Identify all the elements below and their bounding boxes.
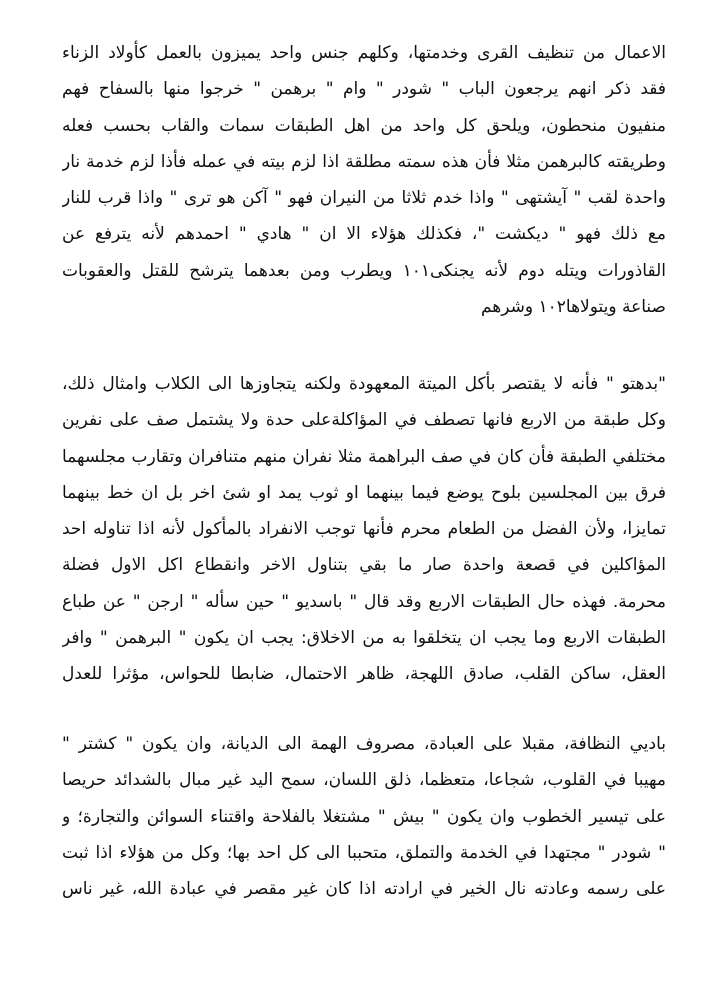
text-line: واحدة لقب " آيشتهى " واذا خدم ثلاثا من النيران فهو " آكن هو ترى " واذا قرب للنار bbox=[62, 188, 666, 209]
text-line: باديي النظافة، مقبلا على العبادة، مصروف الهمة الى الديانة، وان يكون " كشتر " bbox=[62, 734, 666, 754]
text-line: فقد ذكر انهم يرجعون الباب " شودر " وام " برهمن " خرجوا منها بالسفاح فهم bbox=[62, 79, 666, 100]
text-line: محرمة. فهذه حال الطبقات الاربع وقد قال " باسديو " حين سأله " ارجن " عن طباع bbox=[62, 591, 666, 612]
text-line: على رسمه وعادته نال الخير في ارادته اذا كان غير مقصر في عبادة الله، غير ناس bbox=[62, 879, 666, 900]
text-line: وكل طبقة من الاربع فانها تصطف في المؤاكلةعلى حدة ولا يشتمل صف على نفرين bbox=[62, 410, 666, 431]
paragraph-2 bbox=[62, 366, 666, 693]
paragraph-1 bbox=[62, 35, 666, 325]
text-line: فرق بين المجلسين بلوح يوضع فيما بينهما او ثوب يمد او شئ اخر بل ان خط بينهما bbox=[62, 482, 666, 503]
text-line: منفيون منحطون، ويلحق كل واحد من اهل الطبقات سمات والقاب بحسب فعله bbox=[62, 115, 666, 136]
text-line: على تيسير الخطوب وان يكون " بيش " مشتغلا بالفلاحة واقتناء السوائن والتجارة؛ و bbox=[62, 806, 666, 827]
text-line: " شودر " مجتهدا في الخدمة والتملق، متحببا الى كل احد بها؛ وكل من هؤلاء اذا ثبت bbox=[62, 842, 666, 863]
text-line: القاذورات ويتله دوم لأنه يجنكى١٠١ ويطرب ومن بعدهما يترشح للقتل والعقوبات bbox=[62, 260, 666, 281]
text-line: العقل، ساكن القلب، صادق اللهجة، ظاهر الاحتمال، ضابطا للحواس، مؤثرا للعدل bbox=[62, 664, 666, 685]
paragraph-3 bbox=[62, 726, 666, 907]
text-line: مهيبا في القلوب، شجاعا، متعظما، ذلق اللسان، سمح اليد غير مبال بالشدائد حريصا bbox=[62, 770, 666, 791]
text-line: وطريقته كالبرهمن مثلا فأن هذه سمته مطلقة اذا لزم بيته في عمله فأذا لزم خدمة نار bbox=[62, 151, 666, 172]
text-line: "بدهتو " فأنه لا يقتصر بأكل الميتة المعهودة ولكنه يتجاوزها الى الكلاب وامثال ذلك، bbox=[62, 374, 666, 394]
text-line: تمايزا، ولأن الفضل من الطعام محرم فأنها توجب الانفراد بالمأكول لأنه اذا تناوله احد bbox=[62, 519, 666, 540]
text-line: الاعمال من تنظيف القرى وخدمتها، وكلهم جنس واحد يميزون بالعمل كأولاد الزناء bbox=[62, 43, 666, 63]
text-line: مختلفي الطبقة فأن كان في صف البراهمة مثلا نفران منهم متنافران وتقارب مجلسهما bbox=[62, 446, 666, 467]
text-line: المؤاكلين في قصعة واحدة صار ما بقي بتناول الاخر وانقطاع اكل الاول فضلة bbox=[62, 555, 666, 576]
text-line: صناعة ويتولاها١٠٢ وشرهم bbox=[480, 297, 666, 318]
text-line: مع ذلك فهو " ديكشت "، فكذلك هؤلاء الا ان " هادي " احمدهم لأنه يترفع عن bbox=[62, 224, 666, 245]
text-line: الطبقات الاربع وما يجب ان يتخلقوا به من الاخلاق: يجب ان يكون " البرهمن " وافر bbox=[62, 628, 666, 649]
